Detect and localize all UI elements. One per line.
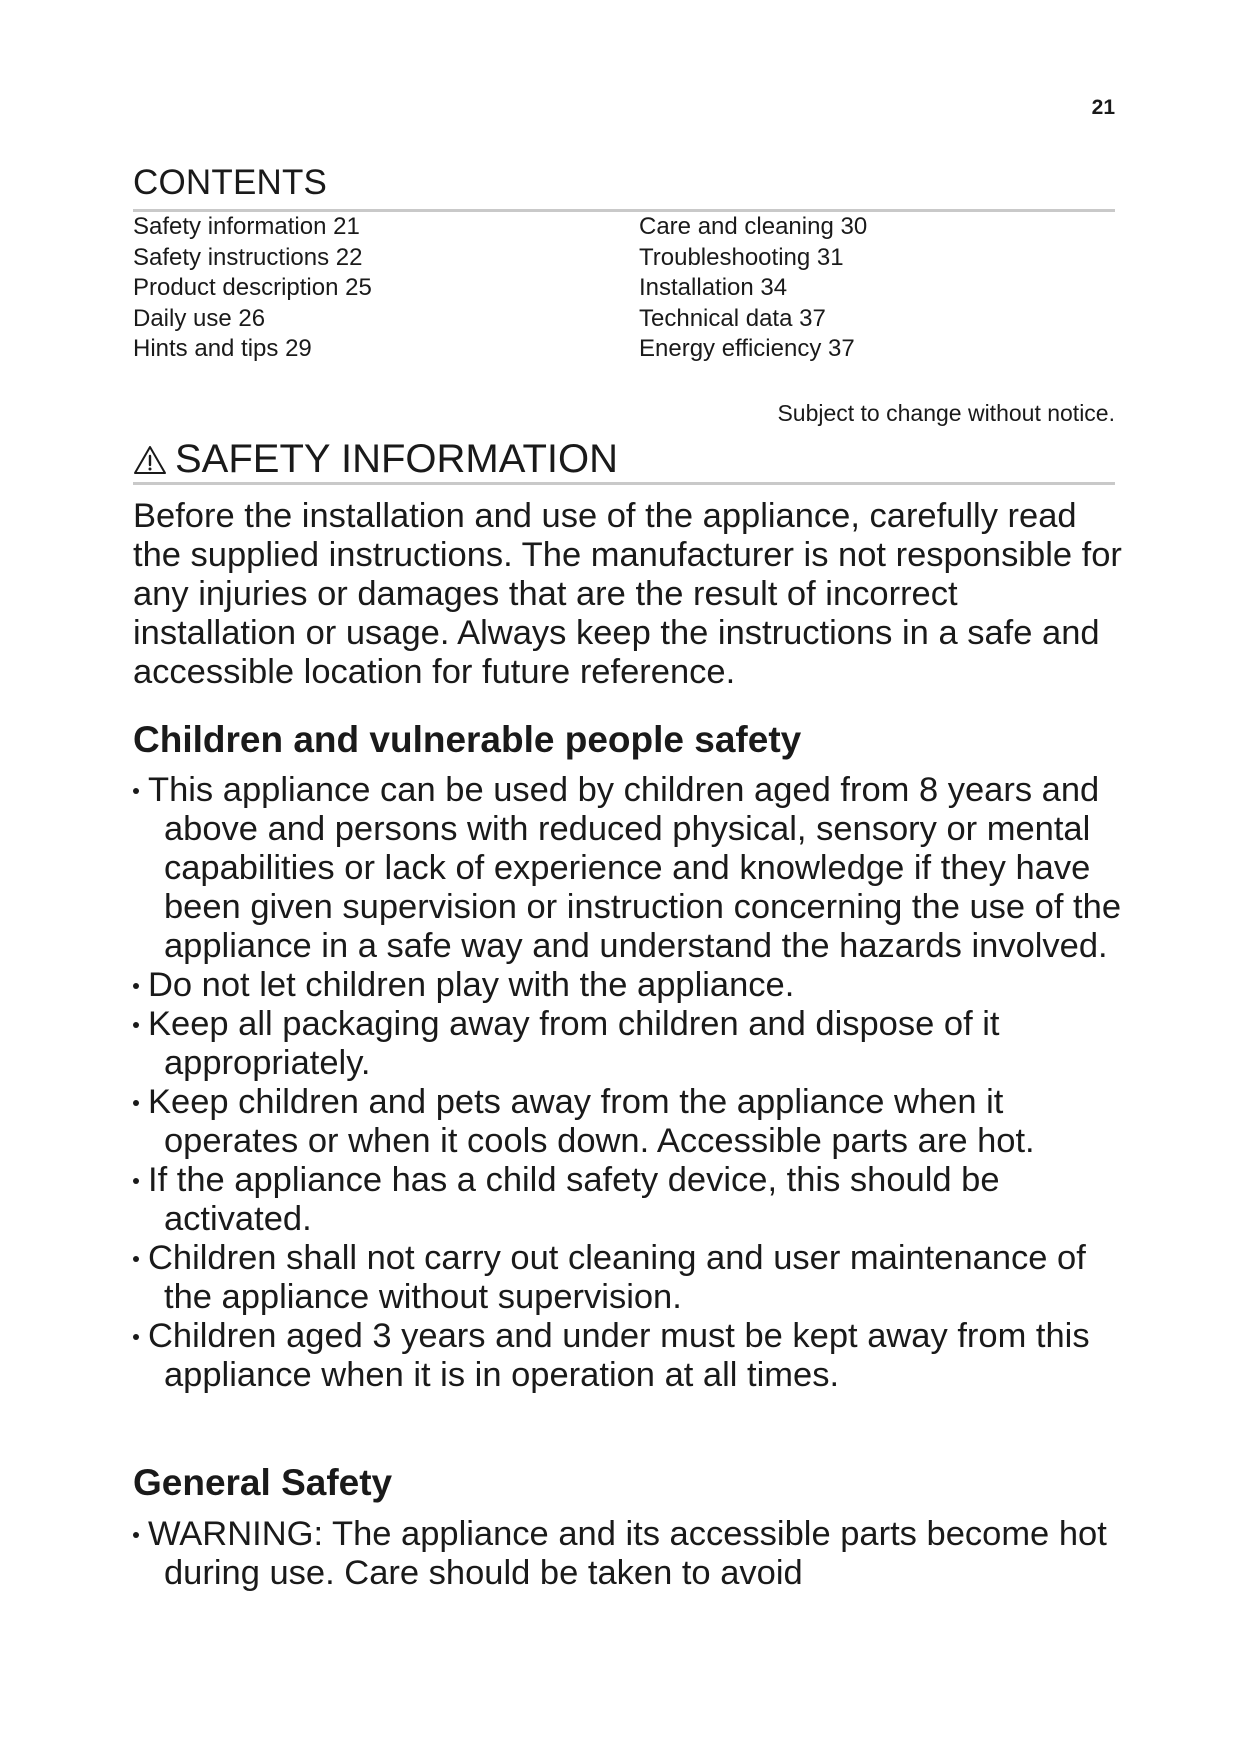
general-safety-heading: General Safety [133,1462,393,1503]
list-item-text: Children shall not carry out cleaning and user maintenance of the appliance without supervision. [148,1239,1086,1316]
bullet-icon [133,983,139,989]
list-item-text: This appliance can be used by children aged from 8 years and above and persons with reduced physical, sensory or mental capabilities or lack of experience and knowledge if they have been given supervision or instruction concerning the use of the appliance in a safe way and understand the hazards involved. [148,771,1122,965]
list-item [133,1161,1123,1239]
list-item [133,966,1123,1005]
list-item [133,771,1123,966]
list-item-text: Children aged 3 years and under must be kept away from this appliance when it is in operation at all times. [148,1317,1090,1394]
bullet-icon [133,1532,139,1538]
bullet-icon [133,1256,139,1262]
list-item-text: If the appliance has a child safety device, this should be activated. [148,1161,1000,1238]
list-item [133,1239,1123,1317]
bullet-icon [133,1334,139,1340]
safety-information-title: SAFETY INFORMATION [175,437,618,481]
general-safety-list [133,1515,1123,1593]
toc-left-column [133,212,372,365]
toc-right-column [639,212,867,365]
list-item [133,1515,1123,1593]
toc-item[interactable]: Product description 25 [133,274,372,301]
list-item [133,1005,1123,1083]
bullet-icon [133,1100,139,1106]
page-number: 21 [1091,96,1115,119]
children-safety-heading: Children and vulnerable people safety [133,719,802,760]
toc-item[interactable]: Daily use 26 [133,304,266,332]
toc-item[interactable]: Technical data 37 [639,304,826,332]
toc-item[interactable]: Care and cleaning 30 [639,213,868,240]
list-item-text: Keep all packaging away from children and dispose of it appropriately. [148,1005,1000,1082]
safety-information-heading [133,437,618,482]
toc-item[interactable]: Safety instructions 22 [133,243,363,271]
children-safety-list [133,771,1123,1395]
list-item [133,1083,1123,1161]
toc-item[interactable]: Troubleshooting 31 [639,243,844,271]
safety-intro-paragraph: Before the installation and use of the appliance, carefully read the supplied instructions. The manufacturer is not responsible for any injuries or damages that are the result of incorrect installation or usage. Always keep the instructions in a safe and accessible location for future reference. [133,497,1122,691]
bullet-icon [133,1022,139,1028]
safety-divider [133,482,1115,485]
bullet-icon [133,788,139,794]
toc-item[interactable]: Safety information 21 [133,213,360,240]
list-item [133,1317,1123,1395]
list-item-text: Do not let children play with the appliance. [148,966,795,1004]
subject-to-change-note: Subject to change without notice. [777,400,1115,426]
bullet-icon [133,1178,139,1184]
toc-item[interactable]: Hints and tips 29 [133,335,312,362]
toc-item[interactable]: Installation 34 [639,274,788,301]
contents-title: CONTENTS [133,163,328,202]
list-item-text: Keep children and pets away from the appliance when it operates or when it cools down. Accessible parts are hot. [148,1083,1035,1160]
warning-triangle-icon [133,445,167,475]
toc-item[interactable]: Energy efficiency 37 [639,335,855,362]
list-item-text: WARNING: The appliance and its accessible parts become hot during use. Care should be taken to avoid [148,1515,1107,1592]
